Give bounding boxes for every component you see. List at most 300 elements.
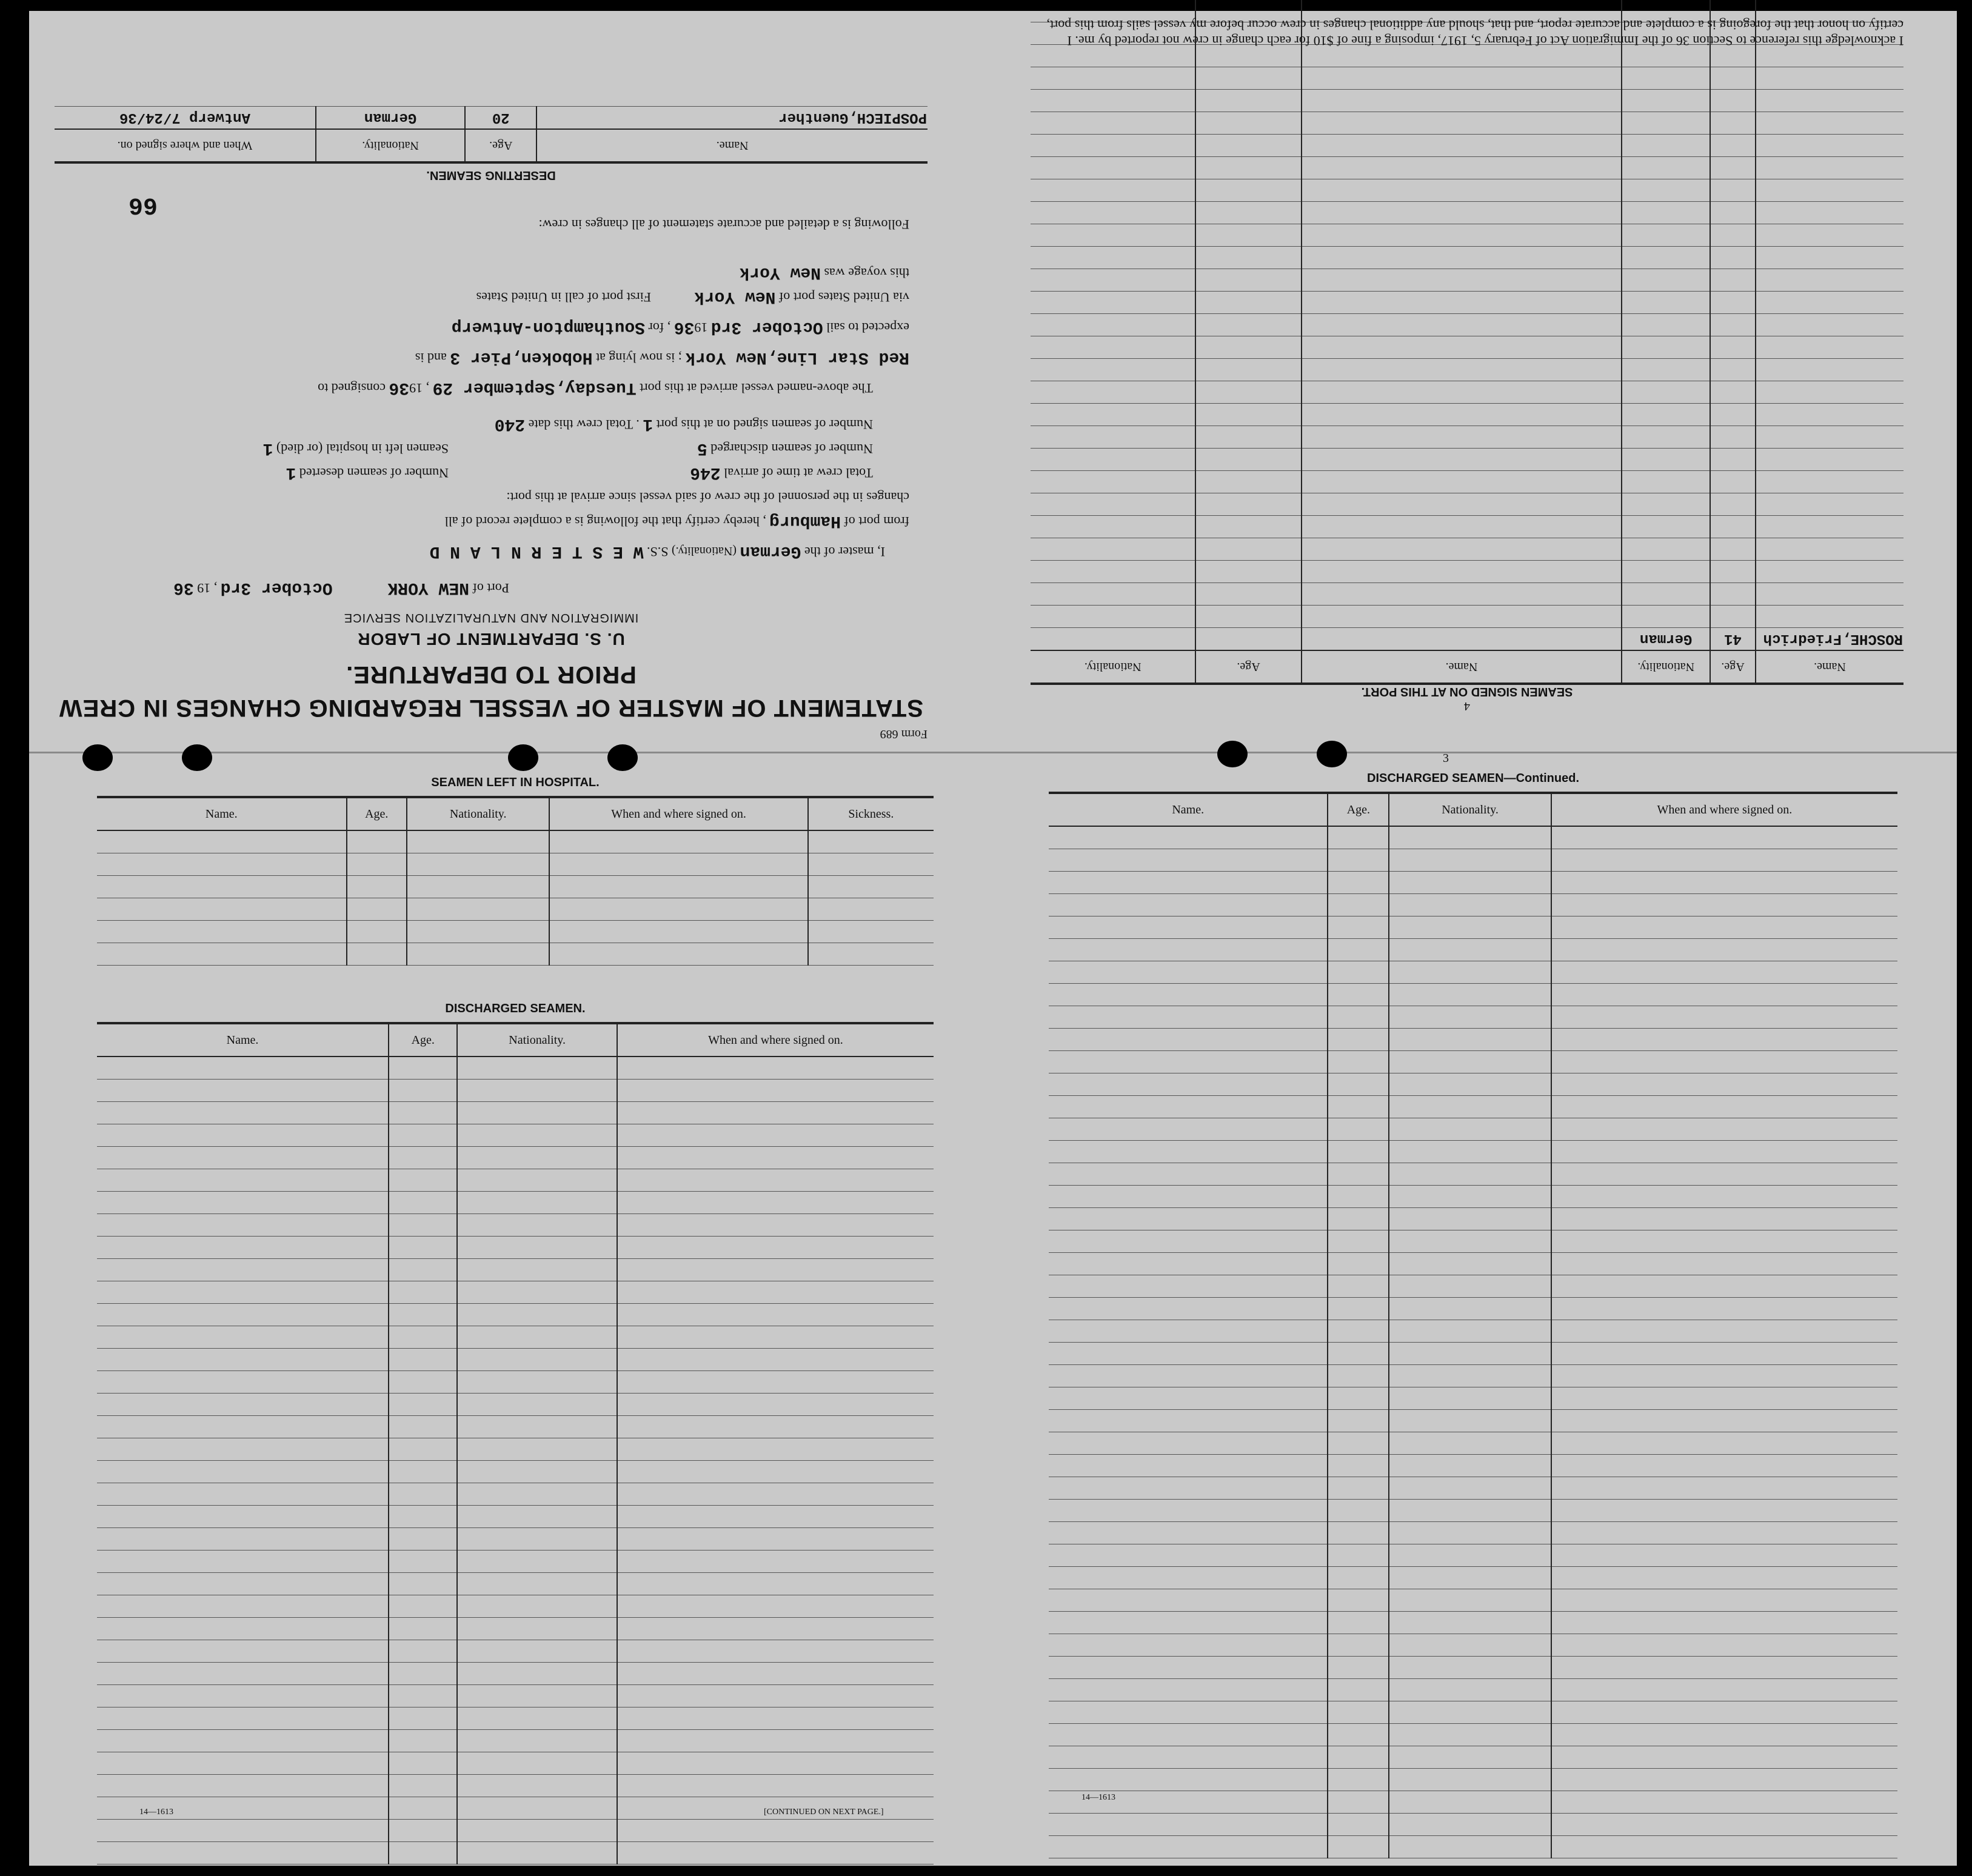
blank-cell bbox=[1049, 1769, 1328, 1791]
blank-cell bbox=[1551, 1679, 1897, 1701]
blank-cell bbox=[1049, 1612, 1328, 1634]
blank-cell bbox=[549, 921, 807, 943]
blank-row bbox=[1049, 1769, 1897, 1791]
blank-cell bbox=[389, 1281, 457, 1304]
blank-row bbox=[1049, 1320, 1897, 1343]
blank-cell bbox=[1756, 471, 1903, 493]
blank-cell bbox=[1710, 135, 1756, 157]
blank-row bbox=[97, 1663, 934, 1685]
blank-cell bbox=[407, 943, 550, 966]
blank-row bbox=[97, 1326, 934, 1349]
blank-cell bbox=[1328, 1006, 1389, 1029]
blank-cell bbox=[1195, 112, 1301, 135]
blank-cell bbox=[1328, 1679, 1389, 1701]
blank-cell bbox=[617, 1595, 934, 1618]
blank-row bbox=[97, 943, 934, 966]
blank-cell bbox=[1622, 314, 1710, 336]
blank-row bbox=[1031, 516, 1903, 538]
blank-row bbox=[1049, 1455, 1897, 1477]
blank-cell bbox=[1049, 872, 1328, 894]
blank-cell bbox=[1195, 179, 1301, 202]
blank-row bbox=[1049, 1275, 1897, 1298]
blank-cell bbox=[617, 1214, 934, 1237]
blank-cell bbox=[457, 1371, 617, 1394]
blank-row bbox=[1031, 269, 1903, 292]
blank-row bbox=[1031, 493, 1903, 516]
blank-cell bbox=[97, 943, 347, 966]
blank-cell bbox=[1389, 1477, 1551, 1500]
blank-cell bbox=[1195, 471, 1301, 493]
blank-cell bbox=[1551, 1230, 1897, 1253]
blank-cell bbox=[457, 1416, 617, 1438]
blank-cell bbox=[407, 921, 550, 943]
blank-cell bbox=[1031, 157, 1195, 179]
blank-row bbox=[1049, 1096, 1897, 1118]
cell-nationality: German bbox=[316, 107, 465, 130]
blank-cell bbox=[1551, 1051, 1897, 1073]
blank-cell bbox=[1756, 90, 1903, 112]
blank-cell bbox=[1302, 426, 1622, 449]
blank-cell bbox=[389, 1349, 457, 1371]
discharged-cont-table bbox=[1049, 792, 1897, 1858]
blank-row bbox=[1031, 606, 1903, 628]
blank-cell bbox=[1389, 1657, 1551, 1679]
blank-cell bbox=[1389, 1275, 1551, 1298]
blank-row bbox=[1031, 224, 1903, 247]
blank-row bbox=[1031, 247, 1903, 269]
ss-label: S.S. bbox=[647, 544, 669, 559]
col-signed: When and where signed on. bbox=[1551, 793, 1897, 826]
blank-row bbox=[1049, 894, 1897, 916]
blank-cell bbox=[1031, 449, 1195, 471]
cell-name-2 bbox=[1302, 628, 1622, 651]
sail-value: October 3rd bbox=[710, 318, 823, 336]
blank-cell bbox=[1756, 516, 1903, 538]
blank-row bbox=[1031, 67, 1903, 90]
blank-cell bbox=[389, 1326, 457, 1349]
hospital-title: SEAMEN LEFT IN HOSPITAL. bbox=[431, 776, 600, 789]
blank-cell bbox=[549, 853, 807, 876]
port-label: Port of bbox=[472, 581, 509, 596]
blank-cell bbox=[1756, 224, 1903, 247]
blank-cell bbox=[1302, 135, 1622, 157]
blank-cell bbox=[97, 876, 347, 898]
blank-row bbox=[97, 921, 934, 943]
blank-cell bbox=[1551, 1186, 1897, 1208]
blank-cell bbox=[1049, 1006, 1328, 1029]
blank-cell bbox=[617, 1842, 934, 1864]
blank-cell bbox=[1622, 179, 1710, 202]
blank-cell bbox=[1328, 1275, 1389, 1298]
blank-cell bbox=[1622, 538, 1710, 561]
punch-hole bbox=[82, 744, 113, 771]
blank-cell bbox=[1328, 1410, 1389, 1432]
blank-cell bbox=[1302, 247, 1622, 269]
total-date-label: . Total crew this date bbox=[528, 417, 640, 432]
blank-cell bbox=[808, 853, 934, 876]
blank-cell bbox=[407, 853, 550, 876]
blank-cell bbox=[457, 1506, 617, 1528]
blank-cell bbox=[1302, 179, 1622, 202]
blank-cell bbox=[1710, 314, 1756, 336]
col-nationality: Nationality. bbox=[457, 1023, 617, 1057]
blank-cell bbox=[1389, 1208, 1551, 1230]
blank-cell bbox=[1622, 561, 1710, 583]
blank-row bbox=[1031, 538, 1903, 561]
blank-row bbox=[1031, 561, 1903, 583]
blank-cell bbox=[389, 1438, 457, 1461]
blank-cell bbox=[1049, 916, 1328, 939]
blank-cell bbox=[1195, 381, 1301, 404]
blank-row bbox=[1049, 1701, 1897, 1724]
blank-cell bbox=[97, 1663, 389, 1685]
blank-cell bbox=[617, 1573, 934, 1595]
vessel-name: W E S T E R N L A N D bbox=[429, 542, 644, 561]
blank-cell bbox=[1622, 202, 1710, 224]
blank-row bbox=[97, 1820, 934, 1842]
blank-cell bbox=[1302, 561, 1622, 583]
col-nationality: Nationality. bbox=[316, 129, 465, 162]
footer-continued: [CONTINUED ON NEXT PAGE.] bbox=[764, 1808, 884, 1817]
blank-row bbox=[97, 1281, 934, 1304]
blank-cell bbox=[1049, 1432, 1328, 1455]
blank-cell bbox=[1551, 1791, 1897, 1814]
blank-cell bbox=[1551, 872, 1897, 894]
blank-cell bbox=[97, 1730, 389, 1752]
blank-row bbox=[1049, 1163, 1897, 1186]
blank-cell bbox=[1328, 1769, 1389, 1791]
blank-cell bbox=[1049, 1679, 1328, 1701]
blank-cell bbox=[1622, 269, 1710, 292]
voyage-label: this voyage was bbox=[824, 265, 909, 281]
blank-cell bbox=[1389, 1141, 1551, 1163]
punch-hole bbox=[607, 744, 638, 771]
blank-cell bbox=[97, 1640, 389, 1663]
blank-row bbox=[97, 1259, 934, 1281]
blank-row bbox=[1049, 1141, 1897, 1163]
blank-cell bbox=[389, 1147, 457, 1169]
blank-cell bbox=[389, 1775, 457, 1797]
blank-cell bbox=[1031, 381, 1195, 404]
col-nationality: Nationality. bbox=[1389, 793, 1551, 826]
blank-cell bbox=[1756, 606, 1903, 628]
blank-cell bbox=[389, 1752, 457, 1775]
punch-hole bbox=[182, 744, 212, 771]
certify-text: , hereby certify that the following is a complete record of all bbox=[444, 514, 766, 529]
blank-cell bbox=[1622, 381, 1710, 404]
blank-cell bbox=[1389, 1567, 1551, 1589]
blank-cell bbox=[1551, 1163, 1897, 1186]
blank-row bbox=[1031, 583, 1903, 606]
blank-cell bbox=[1551, 1544, 1897, 1567]
blank-cell bbox=[617, 1707, 934, 1730]
blank-cell bbox=[1195, 269, 1301, 292]
footer-code: 14—1613 bbox=[139, 1808, 173, 1817]
page3-number: 3 bbox=[1443, 752, 1449, 765]
form-number: Form 689 bbox=[880, 727, 928, 741]
blank-cell bbox=[1031, 314, 1195, 336]
blank-cell bbox=[457, 1842, 617, 1864]
col-nationality: Nationality. bbox=[1622, 650, 1710, 684]
cell-age-2 bbox=[1195, 628, 1301, 651]
blank-row bbox=[1049, 1724, 1897, 1746]
blank-row bbox=[1049, 1298, 1897, 1320]
blank-row bbox=[97, 1416, 934, 1438]
blank-row bbox=[97, 1304, 934, 1326]
blank-cell bbox=[389, 1820, 457, 1842]
page4-number: 4 bbox=[1464, 699, 1470, 713]
blank-row bbox=[1049, 1253, 1897, 1275]
blank-cell bbox=[1328, 1701, 1389, 1724]
blank-cell bbox=[457, 1528, 617, 1551]
blank-cell bbox=[347, 921, 407, 943]
blank-row bbox=[97, 1551, 934, 1573]
blank-cell bbox=[1328, 1567, 1389, 1589]
blank-row bbox=[97, 1349, 934, 1371]
blank-row bbox=[1049, 1365, 1897, 1387]
blank-cell bbox=[1031, 269, 1195, 292]
blank-row bbox=[97, 876, 934, 898]
col-nationality-2: Nationality. bbox=[1031, 650, 1195, 684]
blank-cell bbox=[1328, 1724, 1389, 1746]
blank-cell bbox=[1031, 179, 1195, 202]
blank-cell bbox=[97, 1169, 389, 1192]
blank-cell bbox=[1328, 1163, 1389, 1186]
blank-cell bbox=[1328, 1522, 1389, 1544]
blank-cell bbox=[1710, 157, 1756, 179]
blank-row bbox=[1049, 1230, 1897, 1253]
blank-cell bbox=[1302, 67, 1622, 90]
via-value: New York bbox=[694, 287, 776, 306]
blank-row bbox=[97, 1842, 934, 1864]
blank-cell bbox=[1389, 1298, 1551, 1320]
blank-cell bbox=[1622, 449, 1710, 471]
blank-cell bbox=[389, 1685, 457, 1707]
blank-cell bbox=[1031, 516, 1195, 538]
blank-row bbox=[97, 1169, 934, 1192]
blank-cell bbox=[617, 1618, 934, 1640]
blank-cell bbox=[1049, 849, 1328, 872]
blank-cell bbox=[389, 1663, 457, 1685]
blank-cell bbox=[1302, 606, 1622, 628]
blank-cell bbox=[97, 1416, 389, 1438]
blank-cell bbox=[1195, 202, 1301, 224]
blank-cell bbox=[1756, 426, 1903, 449]
blank-cell bbox=[1195, 493, 1301, 516]
cell-name: ROSCHE,Friedrich bbox=[1756, 628, 1903, 651]
blank-cell bbox=[1710, 292, 1756, 314]
blank-cell bbox=[97, 1192, 389, 1214]
cell-age: 41 bbox=[1710, 628, 1756, 651]
blank-cell bbox=[1328, 1791, 1389, 1814]
blank-cell bbox=[1049, 1657, 1328, 1679]
blank-cell bbox=[1389, 1029, 1551, 1051]
discharged-value: 5 bbox=[697, 439, 707, 458]
signed-on-table bbox=[1031, 0, 1903, 685]
blank-cell bbox=[1328, 1589, 1389, 1612]
blank-cell bbox=[389, 1618, 457, 1640]
blank-cell bbox=[97, 1752, 389, 1775]
blank-row bbox=[1049, 1500, 1897, 1522]
blank-row bbox=[1031, 314, 1903, 336]
blank-cell bbox=[1756, 381, 1903, 404]
blank-cell bbox=[1551, 1634, 1897, 1657]
blank-cell bbox=[1049, 1208, 1328, 1230]
blank-cell bbox=[1389, 1634, 1551, 1657]
blank-cell bbox=[1049, 1477, 1328, 1500]
blank-cell bbox=[1389, 826, 1551, 849]
arrived-value: Tuesday,September 29 bbox=[432, 378, 637, 397]
blank-cell bbox=[1328, 984, 1389, 1006]
and-is: and is bbox=[415, 350, 447, 366]
blank-cell bbox=[389, 1551, 457, 1573]
blank-cell bbox=[1195, 404, 1301, 426]
blank-cell bbox=[1551, 1275, 1897, 1298]
blank-cell bbox=[97, 1775, 389, 1797]
port-value: NEW YORK bbox=[387, 578, 469, 597]
blank-cell bbox=[1302, 90, 1622, 112]
blank-cell bbox=[1710, 561, 1756, 583]
blank-cell bbox=[1031, 135, 1195, 157]
blank-row bbox=[1031, 292, 1903, 314]
blank-cell bbox=[1551, 1612, 1897, 1634]
blank-cell bbox=[1622, 404, 1710, 426]
blank-cell bbox=[457, 1797, 617, 1820]
blank-cell bbox=[1551, 1769, 1897, 1791]
blank-cell bbox=[1389, 1544, 1551, 1567]
blank-cell bbox=[1756, 561, 1903, 583]
nationality-caption: (Nationality.) bbox=[671, 544, 737, 558]
blank-cell bbox=[407, 876, 550, 898]
blank-cell bbox=[1302, 516, 1622, 538]
blank-cell bbox=[1195, 157, 1301, 179]
deserting-table bbox=[55, 106, 928, 164]
blank-cell bbox=[617, 1371, 934, 1394]
blank-cell bbox=[549, 943, 807, 966]
blank-cell bbox=[1551, 1567, 1897, 1589]
blank-cell bbox=[97, 1394, 389, 1416]
blank-cell bbox=[808, 898, 934, 921]
year-value: 36 bbox=[173, 578, 194, 597]
blank-cell bbox=[617, 1192, 934, 1214]
blank-cell bbox=[1551, 1724, 1897, 1746]
blank-cell bbox=[1622, 359, 1710, 381]
blank-cell bbox=[1049, 1118, 1328, 1141]
cell-name: POSPIECH,Guenther bbox=[536, 107, 928, 130]
blank-cell bbox=[1049, 1724, 1328, 1746]
blank-cell bbox=[1049, 1029, 1328, 1051]
blank-cell bbox=[1195, 90, 1301, 112]
lying-value: Hoboken,Pier 3 bbox=[450, 348, 593, 367]
blank-cell bbox=[347, 943, 407, 966]
lying-label: ; is now lying at bbox=[596, 350, 682, 366]
blank-cell bbox=[1302, 359, 1622, 381]
blank-row bbox=[1031, 336, 1903, 359]
blank-cell bbox=[1049, 1746, 1328, 1769]
blank-cell bbox=[1756, 269, 1903, 292]
blank-cell bbox=[1551, 1320, 1897, 1343]
blank-row bbox=[1031, 202, 1903, 224]
blank-cell bbox=[389, 1080, 457, 1102]
blank-cell bbox=[1328, 1118, 1389, 1141]
blank-cell bbox=[1328, 894, 1389, 916]
blank-cell bbox=[97, 830, 347, 853]
blank-row bbox=[1049, 961, 1897, 984]
blank-cell bbox=[97, 1214, 389, 1237]
blank-cell bbox=[97, 1080, 389, 1102]
cell-nationality-2 bbox=[1031, 628, 1195, 651]
blank-cell bbox=[1328, 1500, 1389, 1522]
blank-row bbox=[1049, 1477, 1897, 1500]
blank-cell bbox=[1031, 471, 1195, 493]
blank-cell bbox=[1328, 1073, 1389, 1096]
blank-cell bbox=[1031, 247, 1195, 269]
blank-cell bbox=[617, 1147, 934, 1169]
blank-cell bbox=[1328, 1186, 1389, 1208]
blank-cell bbox=[617, 1394, 934, 1416]
blank-row bbox=[97, 853, 934, 876]
blank-row bbox=[1031, 426, 1903, 449]
blank-row bbox=[1031, 449, 1903, 471]
hospital-table bbox=[97, 796, 934, 966]
blank-cell bbox=[1551, 939, 1897, 961]
blank-cell bbox=[1389, 849, 1551, 872]
blank-row bbox=[1049, 1432, 1897, 1455]
blank-cell bbox=[457, 1663, 617, 1685]
blank-cell bbox=[1710, 269, 1756, 292]
blank-cell bbox=[389, 1057, 457, 1080]
blank-cell bbox=[1389, 1365, 1551, 1387]
blank-cell bbox=[1551, 1208, 1897, 1230]
blank-cell bbox=[1622, 426, 1710, 449]
bottom-right-panel bbox=[1049, 752, 1897, 1806]
blank-cell bbox=[1049, 894, 1328, 916]
blank-cell bbox=[1551, 1365, 1897, 1387]
total-date-value: 240 bbox=[494, 415, 526, 433]
blank-cell bbox=[1389, 1522, 1551, 1544]
blank-cell bbox=[1031, 224, 1195, 247]
from-port-value: Hamburg bbox=[769, 512, 841, 530]
blank-cell bbox=[1328, 849, 1389, 872]
blank-cell bbox=[549, 876, 807, 898]
col-signed: When and where signed on. bbox=[617, 1023, 934, 1057]
blank-cell bbox=[389, 1259, 457, 1281]
blank-cell bbox=[1756, 135, 1903, 157]
blank-cell bbox=[97, 1438, 389, 1461]
blank-row bbox=[1049, 1029, 1897, 1051]
blank-cell bbox=[1551, 849, 1897, 872]
blank-cell bbox=[1031, 426, 1195, 449]
blank-cell bbox=[1049, 1365, 1328, 1387]
blank-cell bbox=[457, 1775, 617, 1797]
blank-cell bbox=[1622, 493, 1710, 516]
blank-row bbox=[97, 1080, 934, 1102]
blank-cell bbox=[389, 1730, 457, 1752]
col-name: Name. bbox=[1049, 793, 1328, 826]
blank-cell bbox=[97, 1618, 389, 1640]
blank-cell bbox=[97, 1057, 389, 1080]
blank-cell bbox=[1389, 1343, 1551, 1365]
blank-cell bbox=[1710, 583, 1756, 606]
blank-cell bbox=[1328, 1432, 1389, 1455]
blank-row bbox=[1049, 1522, 1897, 1544]
blank-cell bbox=[1551, 1589, 1897, 1612]
blank-cell bbox=[1622, 157, 1710, 179]
deserted-value: 1 bbox=[286, 463, 296, 482]
col-name-2: Name. bbox=[1302, 650, 1622, 684]
nationality-value: German bbox=[740, 542, 801, 561]
signed-on-title: SEAMEN SIGNED ON AT THIS PORT. bbox=[1361, 685, 1573, 698]
